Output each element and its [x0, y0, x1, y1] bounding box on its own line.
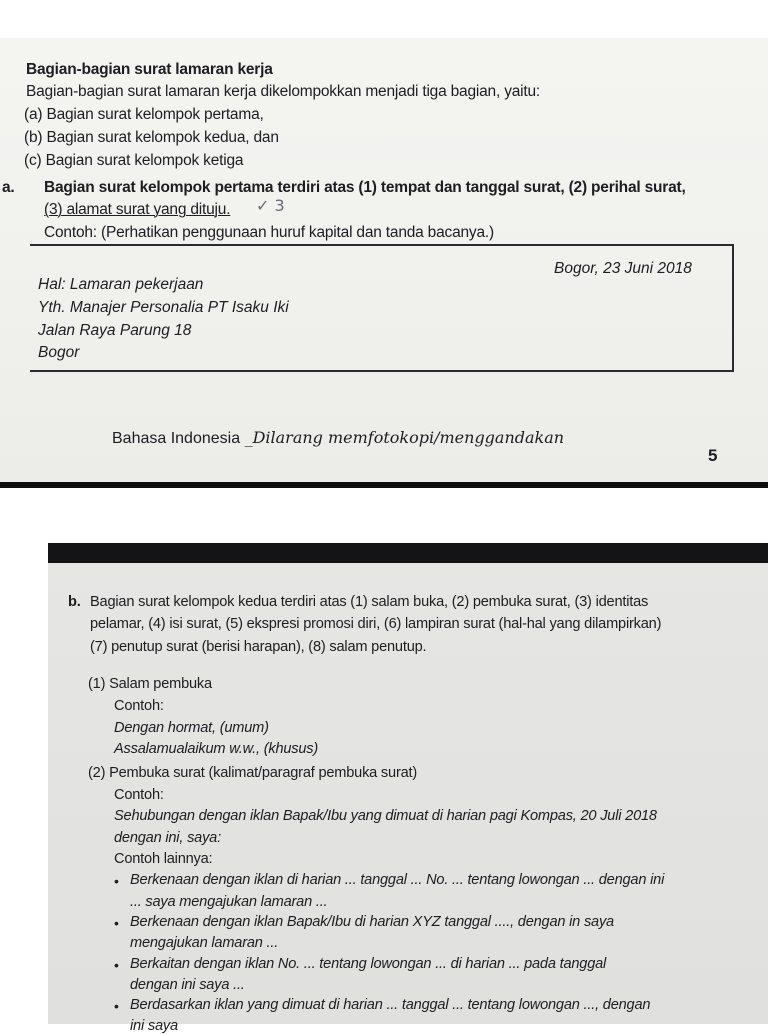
pembuka-heading: (2) Pembuka surat (kalimat/paragraf pembuka surat)	[88, 765, 418, 781]
bullet-4-line2: ini saya	[130, 1018, 178, 1034]
section-title: Bagian-bagian surat lamaran kerja	[26, 61, 273, 78]
salam-contoh-label: Contoh:	[114, 698, 164, 714]
bullet-2-line1: Berkenaan dengan iklan Bapak/Ibu di harian XYZ tanggal ...., dengan in saya	[130, 914, 614, 930]
example-recipient: Yth. Manajer Personalia PT Isaku Iki	[38, 299, 289, 316]
footer-notice: _Dilarang memfotokopi/menggandakan	[244, 428, 565, 447]
footer-subject: Bahasa Indonesia	[112, 430, 241, 447]
page-number: 5	[708, 446, 718, 465]
salam-example-khusus: Assalamualaikum w.w., (khusus)	[114, 741, 319, 757]
bullet-1-line2: ... saya mengajukan lamaran ...	[130, 894, 328, 910]
bullet-4-line1: Berdasarkan iklan yang dimuat di harian ... tanggal ... tentang lowongan ..., dengan	[130, 997, 651, 1013]
example-date: Bogor, 23 Juni 2018	[554, 260, 692, 277]
example-letter-box	[30, 244, 734, 372]
bullet-3-line1: Berkaitan dengan iklan No. ... tentang lowongan ... di harian ... pada tanggal	[130, 956, 607, 972]
pembuka-example-line1: Sehubungan dengan iklan Bapak/Ibu yang dimuat di harian pagi Kompas, 20 Juli 2018	[114, 808, 657, 824]
intro-text: Bagian-bagian surat lamaran kerja dikelompokkan menjadi tiga bagian, yaitu:	[26, 83, 541, 100]
section-a-line2: (3) alamat surat yang dituju.	[44, 201, 231, 218]
top-page-photo	[0, 38, 768, 482]
section-b-line1: Bagian surat kelompok kedua terdiri atas (1) salam buka, (2) pembuka surat, (3) identitas	[90, 594, 649, 610]
section-a-line1-text: Bagian surat kelompok pertama terdiri atas (1) tempat dan tanggal surat, (2) perihal surat,	[44, 179, 686, 196]
bullet-icon: •	[114, 915, 119, 931]
bottom-page-top-shadow	[48, 543, 768, 563]
photo-divider	[0, 482, 768, 488]
contoh-lainnya-label: Contoh lainnya:	[114, 851, 213, 867]
group-item-c: (c) Bagian surat kelompok ketiga	[24, 152, 244, 169]
salam-heading: (1) Salam pembuka	[88, 676, 212, 692]
example-heading: Contoh: (Perhatikan penggunaan huruf kapital dan tanda bacanya.)	[44, 224, 494, 241]
bullet-icon: •	[114, 957, 119, 973]
bullet-icon: •	[114, 873, 119, 889]
group-item-a: (a) Bagian surat kelompok pertama,	[24, 106, 264, 123]
example-city: Bogor	[38, 344, 80, 361]
section-a-marker: a.	[2, 179, 15, 196]
section-a-line1	[44, 179, 686, 197]
section-b-line2: pelamar, (4) isi surat, (5) ekspresi promosi diri, (6) lampiran surat (hal-hal yang dilampirkan)	[90, 616, 662, 632]
pembuka-example-line2: dengan ini, saya:	[114, 830, 221, 846]
bottom-page-photo	[48, 543, 768, 1034]
example-street: Jalan Raya Parung 18	[38, 322, 192, 339]
pembuka-contoh-label: Contoh:	[114, 787, 164, 803]
section-b-line3: (7) penutup surat (berisi harapan), (8) salam penutup.	[90, 639, 427, 655]
section-b-marker: b.	[68, 594, 81, 610]
bullet-3-line2: dengan ini saya ...	[130, 977, 245, 993]
bullet-2-line2: mengajukan lamaran ...	[130, 935, 279, 951]
handwritten-check-icon: ✓ 3	[256, 196, 285, 215]
salam-example-umum: Dengan hormat, (umum)	[114, 720, 269, 736]
bullet-icon: •	[114, 998, 119, 1014]
example-subject: Hal: Lamaran pekerjaan	[38, 276, 204, 293]
page-footer	[112, 428, 564, 448]
bullet-1-line1: Berkenaan dengan iklan di harian ... tanggal ... No. ... tentang lowongan ... dengan ini	[130, 872, 665, 888]
group-item-b: (b) Bagian surat kelompok kedua, dan	[24, 129, 279, 146]
